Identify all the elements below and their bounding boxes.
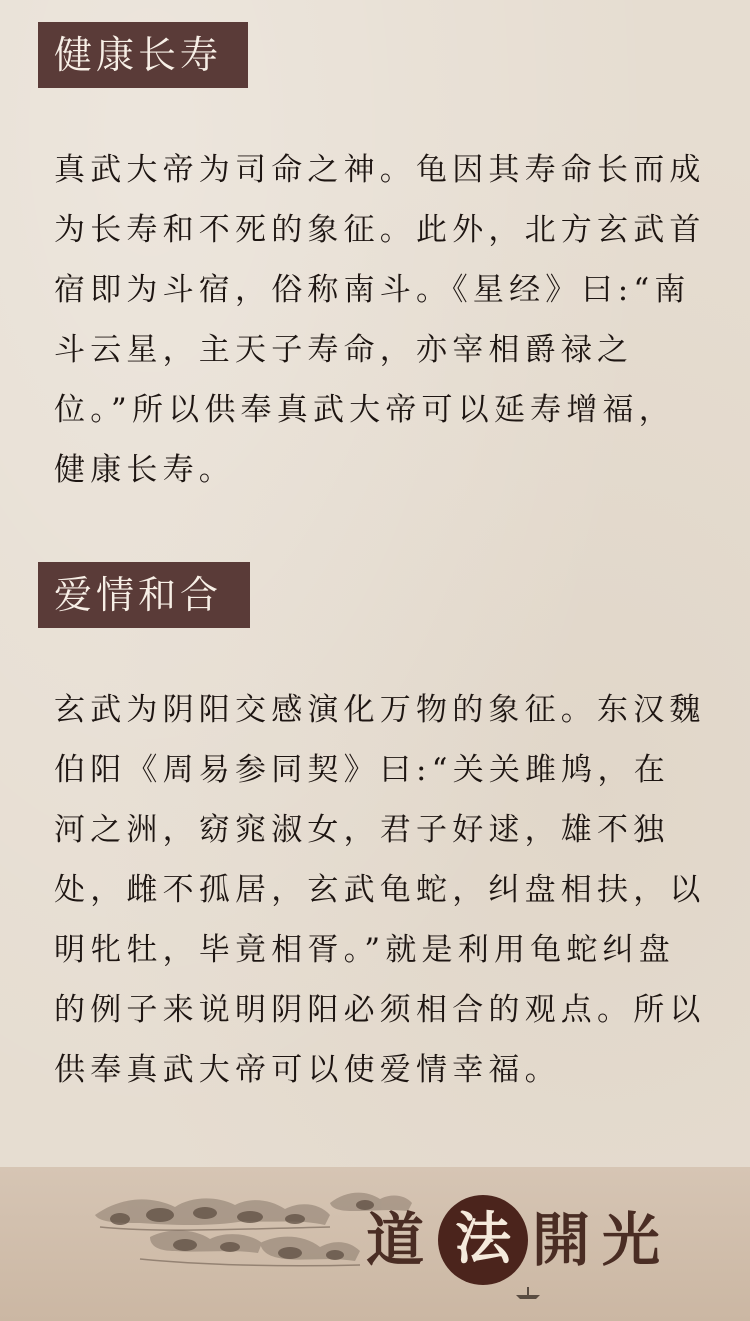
brand-char-1: 道 <box>366 1206 425 1274</box>
section-body-love: 玄武为阴阳交感演化万物的象征。东汉魏伯阳《周易参同契》曰:“关关雎鸠，在河之洲，窈窕淑女，君子好逑，雄不独处，雌不孤居，玄武龟蛇，纠盘相扶，以明牝牡，毕竟相胥。”就是利用龟蛇纠盘的例子来说明阴阳必须相合的观点。所以供奉真武大帝可以使爱情幸福。 <box>54 692 706 1088</box>
brand-char-4: 光 <box>602 1206 661 1274</box>
section-title-health: 健康长寿 <box>38 22 248 88</box>
brand-char-2: 法 <box>455 1206 511 1272</box>
section-body-health: 真武大帝为司命之神。龟因其寿命长而成为长寿和不死的象征。此外，北方玄武首宿即为斗宿，俗称南斗。《星经》曰:“南斗云星，主天子寿命，亦宰相爵禄之位。”所以供奉真武大帝可以延寿增福，健康长寿。 <box>54 152 706 488</box>
footer-brand-logo <box>362 1195 692 1285</box>
brand-char-3: 開 <box>532 1206 591 1274</box>
section-title-love: 爱情和合 <box>38 562 250 628</box>
brand-seal-circle <box>438 1195 528 1285</box>
